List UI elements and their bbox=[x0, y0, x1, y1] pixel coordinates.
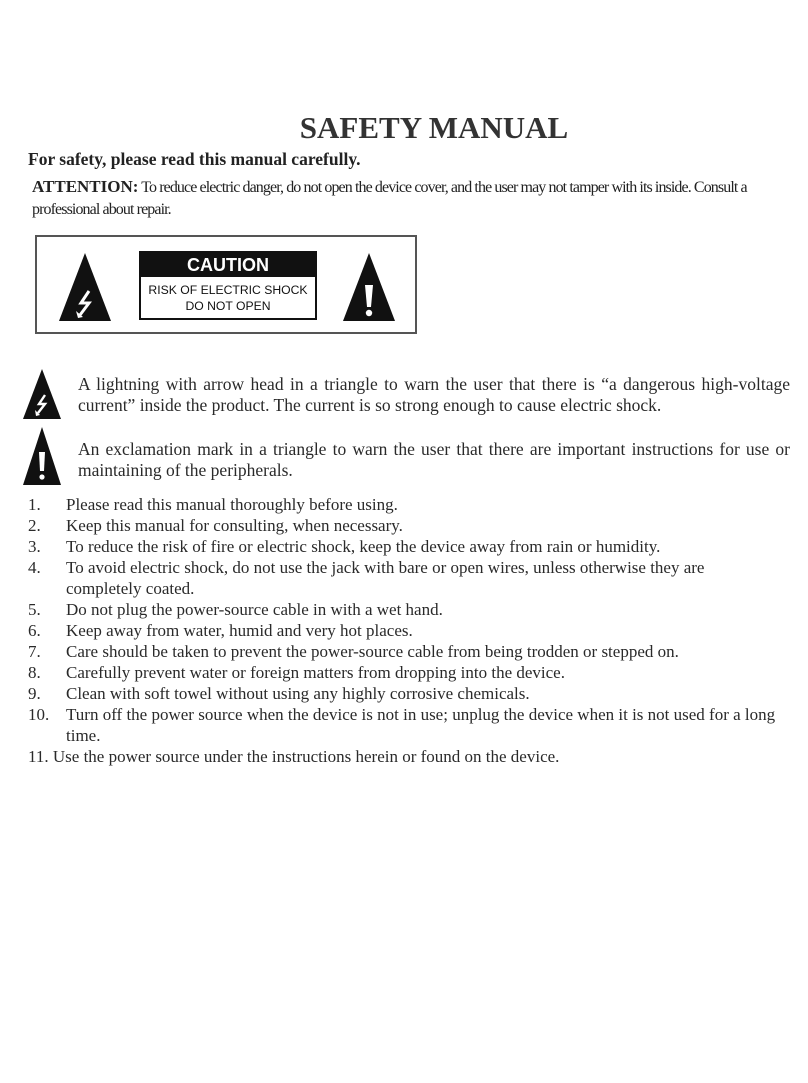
page-title: SAFETY MANUAL bbox=[299, 110, 569, 145]
attention-label: ATTENTION: bbox=[32, 177, 139, 196]
caution-heading: CAUTION bbox=[141, 253, 315, 277]
symbol-description: An exclamation mark in a triangle to warn the user that there are important instructions for use or maintaining of the peripherals. bbox=[78, 439, 790, 480]
item-number: 9. bbox=[28, 684, 41, 703]
caution-line-2: DO NOT OPEN bbox=[185, 299, 271, 313]
list-item bbox=[28, 641, 778, 662]
list-item bbox=[28, 683, 778, 704]
item-text: Turn off the power source when the device is not in use; unplug the device when it is not used for a long time. bbox=[66, 705, 776, 745]
caution-line-1: RISK OF ELECTRIC SHOCK bbox=[148, 283, 308, 297]
item-text: Keep this manual for consulting, when necessary. bbox=[66, 516, 403, 535]
item-number: 10. bbox=[28, 705, 50, 724]
list-item bbox=[28, 599, 778, 620]
item-number: 6. bbox=[28, 621, 41, 640]
item-text: Care should be taken to prevent the power-source cable from being trodden or stepped on. bbox=[66, 642, 679, 661]
item-text: Clean with soft towel without using any highly corrosive chemicals. bbox=[66, 684, 530, 703]
exclamation-triangle-icon bbox=[22, 426, 62, 486]
subtitle: For safety, please read this manual carefully. bbox=[28, 149, 361, 169]
item-number: 1. bbox=[28, 495, 41, 514]
exclamation-triangle-icon bbox=[341, 251, 397, 323]
list-item bbox=[28, 662, 778, 683]
attention-text: To reduce electric danger, do not open the device cover, and the user may not tamper with its inside. Consult a professional about repair. bbox=[32, 179, 747, 218]
item-number: 7. bbox=[28, 642, 41, 661]
list-item bbox=[28, 704, 778, 746]
caution-label bbox=[139, 251, 317, 320]
item-number: 3. bbox=[28, 537, 41, 556]
attention-paragraph bbox=[32, 176, 792, 221]
item-text: Keep away from water, humid and very hot places. bbox=[66, 621, 413, 640]
instructions-list bbox=[28, 494, 778, 767]
list-item bbox=[28, 494, 778, 515]
lightning-triangle-icon bbox=[57, 251, 113, 323]
symbol-description: A lightning with arrow head in a triangle to warn the user that there is “a dangerous high-voltage current” inside the product. The current is so strong enough to cause electric shock. bbox=[78, 374, 790, 415]
item-text: Carefully prevent water or foreign matters from dropping into the device. bbox=[66, 663, 565, 682]
item-number: 2. bbox=[28, 516, 41, 535]
list-item bbox=[28, 620, 778, 641]
item-text: To reduce the risk of fire or electric shock, keep the device away from rain or humidity. bbox=[66, 537, 661, 556]
item-number: 11. bbox=[28, 747, 49, 766]
item-text: Please read this manual thoroughly before using. bbox=[66, 495, 398, 514]
list-item bbox=[28, 515, 778, 536]
item-text: To avoid electric shock, do not use the jack with bare or open wires, unless otherwise they are completely coated. bbox=[66, 558, 705, 598]
list-item bbox=[28, 746, 778, 767]
item-text: Use the power source under the instructions herein or found on the device. bbox=[52, 747, 560, 766]
symbol-lightning-row bbox=[22, 364, 792, 420]
item-number: 8. bbox=[28, 663, 41, 682]
lightning-triangle-icon bbox=[22, 368, 62, 420]
symbol-exclamation-row bbox=[22, 424, 792, 486]
item-number: 5. bbox=[28, 600, 41, 619]
list-item bbox=[28, 557, 778, 599]
list-item bbox=[28, 536, 778, 557]
item-number: 4. bbox=[28, 558, 41, 577]
item-text: Do not plug the power-source cable in with a wet hand. bbox=[66, 600, 443, 619]
caution-warning-box bbox=[35, 235, 417, 334]
